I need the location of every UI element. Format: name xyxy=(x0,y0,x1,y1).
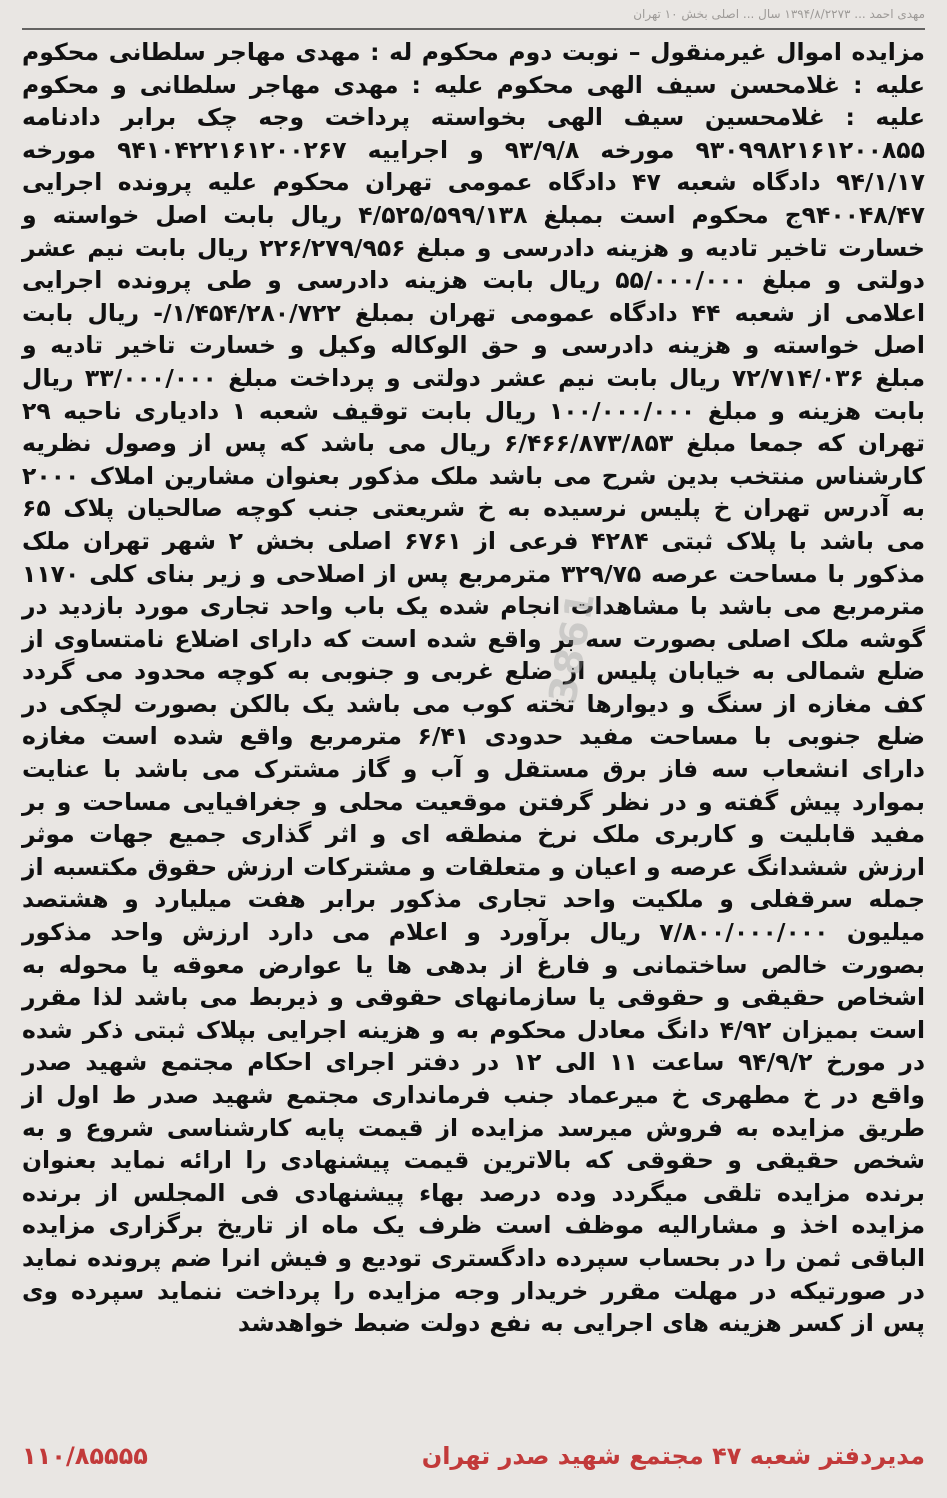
cropped-header-strip: مهدی احمد ... ۱۳۹۴/۸/۲۲۷۳ سال ... اصلی بخش ۱۰ تهران xyxy=(22,0,925,30)
watermark-number: 3861 xyxy=(540,587,604,707)
notice-code: ۱۱۰/۸۵۵۵۵ xyxy=(22,1442,148,1470)
office-signature: مدیردفتر شعبه ۴۷ مجتمع شهید صدر تهران xyxy=(421,1442,925,1470)
auction-notice-body: مزایده اموال غیرمنقول – نوبت دوم محکوم له : مهدی مهاجر سلطانی محکوم علیه : غلامحسن سیف الهی محکوم علیه : مهدی مهاجر سلطانی و محکوم علیه : غلامحسین سیف الهی بخواسته پرداخت وجه چک برابر دادنامه ۹۳۰۹۹۸۲۱۶۱۲۰۰۸۵۵ مورخه ۹۳/۹/۸ و اجراییه ۹۴۱۰۴۲۲۱۶۱۲۰۰۲۶۷ مورخه ۹۴/۱/۱۷ دادگاه شعبه ۴۷ دادگاه عمومی تهران محکوم علیه پرونده اجرایی ۹۴۰۰۴۸/۴۷ج محکوم است بمبلغ ۴/۵۲۵/۵۹۹/۱۳۸ ریال بابت اصل خواسته و خسارت تاخیر تادیه و هزینه دادرسی و مبلغ ۲۲۶/۲۷۹/۹۵۶ ریال بابت نیم عشر دولتی و مبلغ ۵۵/۰۰۰/۰۰۰ ریال بابت هزینه دادرسی و طی پرونده اجرایی اعلامی از شعبه ۴۴ دادگاه عمومی تهران بمبلغ ۱/۴۵۴/۲۸۰/۷۲۲/- ریال بابت اصل خواسته و هزینه دادرسی و حق الوکاله وکیل و خسارت تاخیر تادیه و مبلغ ۷۲/۷۱۴/۰۳۶ ریال بابت نیم عشر دولتی و پرداخت مبلغ ۳۳/۰۰۰/۰۰۰ ریال بابت هزینه و مبلغ ۱۰۰/۰۰۰/۰۰۰ ریال بابت توقیف شعبه ۱ دادیاری ناحیه ۲۹ تهران که جمعا مبلغ ۶/۴۶۶/۸۷۳/۸۵۳ ریال می باشد که پس از وصول نظریه کارشناس منتخب بدین شرح می باشد ملک مذکور بعنوان مشارین املاک ۲۰۰۰ به آدرس تهران خ پلیس نرسیده به خ شریعتی جنب کوچه صالحیان پلاک ۶۵ می باشد با پلاک ثبتی ۴۲۸۴ فرعی از ۶۷۶۱ اصلی بخش ۲ شهر تهران ملک مذکور با مساحت عرصه ۳۲۹/۷۵ مترمربع پس از اصلاحی و زیر بنای کلی ۱۱۷۰ مترمربع می باشد با مشاهدات انجام شده یک باب واحد تجاری مورد بازدید در گوشه ملک اصلی بصورت سه بر واقع شده است که دارای اضلاع نامتساوی از ضلع شمالی به خیابان پلیس از ضلع غربی و جنوبی به کوچه محدود می گردد کف مغازه از سنگ و دیوارها تخته کوب می باشد یک بالکن بصورت لچکی در ضلع جنوبی با مساحت مفید حدودی ۶/۴۱ مترمربع واقع شده است مغازه دارای انشعاب سه فاز برق مستقل و آب و گاز مشترک می باشد با عنایت بموارد پیش گفته و در نظر گرفتن موقعیت محلی و جغرافیایی مساحت و بر مفید قابلیت و کاربری ملک نرخ منطقه ای و اثر گذاری جمیع جهات موثر ارزش ششدانگ عرصه و اعیان و متعلقات و مشترکات ارزش حقوق مکتسبه از جمله سرقفلی و ملکیت واحد تجاری مذکور برابر هفت میلیارد و هشتصد میلیون ۷/۸۰۰/۰۰۰/۰۰۰ ریال برآورد و اعلام می دارد ارزش واحد مذکور بصورت خالص ساختمانی و فارغ از بدهی ها یا عوارض معوقه یا محوله به اشخاص حقیقی و حقوقی یا سازمانهای حقوقی و ذیربط می باشد لذا مقرر است بمیزان ۴/۹۲ دانگ معادل محکوم به و هزینه اجرایی بپلاک ثبتی ذکر شده در مورخ ۹۴/۹/۲ ساعت ۱۱ الی ۱۲ در دفتر اجرای احکام مجتمع شهید صدر واقع در خ مطهری خ میرعماد جنب فرمانداری مجتمع شهید صدر ط اول از طریق مزایده به فروش میرسد مزایده از قیمت پایه کارشناسی شروع و به شخص حقیقی و حقوقی که بالاترین قیمت پیشنهادی را ارائه نماید بعنوان برنده مزایده تلقی میگردد وده درصد بهاء پیشنهادی فی المجلس از برنده مزایده اخذ و مشارالیه موظف است ظرف یک ماه از تاریخ برگزاری مزایده الباقی ثمن را در بحساب سپرده دادگستری تودیع و فیش انرا ضم پرونده نماید در صورتیکه در مهلت مقرر خریدار وجه مزایده را پرداخت ننماید سپرده وی پس از کسر هزینه های اجرایی به نفع دولت ضبط خواهدشد xyxy=(22,38,926,1338)
notice-footer xyxy=(22,1436,925,1476)
